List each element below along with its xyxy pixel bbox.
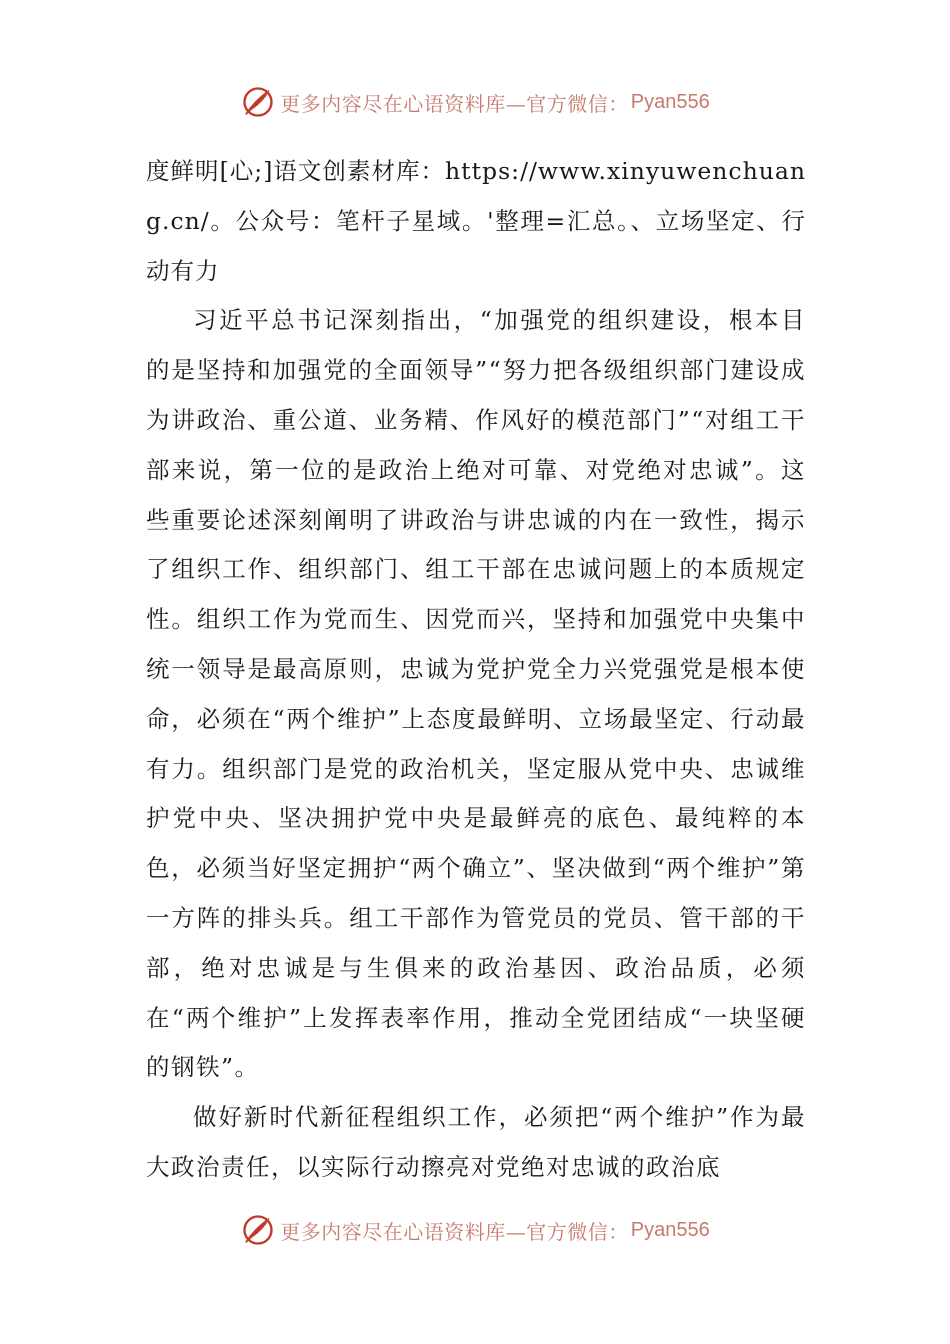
banner-text: 更多内容尽在心语资料库—官方微信： (280, 91, 629, 116)
header-banner (0, 80, 950, 124)
paragraph-3: 做好新时代新征程组织工作，必须把“两个维护”作为最大政治责任，以实际行动擦亮对党绝对忠诚的政治底 (146, 1103, 806, 1181)
quill-logo-icon (240, 84, 276, 120)
paragraph-1: 度鲜明[心;]语文创素材库：https://www.xinyuwenchuang.cn/。公众号：笔杆子星域。'整理=汇总。、立场坚定、行动有力 (146, 157, 806, 285)
document-body (146, 147, 806, 1193)
footer-banner (0, 1208, 950, 1252)
quill-logo-icon (240, 1212, 276, 1248)
banner-account: Pyan556 (630, 90, 710, 113)
banner-account: Pyan556 (630, 1218, 710, 1241)
paragraph-2: 习近平总书记深刻指出，“加强党的组织建设，根本目的是坚持和加强党的全面领导”“努力把各级组织部门建设成为讲政治、重公道、业务精、作风好的模范部门”“对组工干部来说，第一位的是政治上绝对可靠、对党绝对忠诚”。这些重要论述深刻阐明了讲政治与讲忠诚的内在一致性，揭示了组织工作、组织部门、组工干部在忠诚问题上的本质规定性。组织工作为党而生、因党而兴，坚持和加强党中央集中统一领导是最高原则，忠诚为党护党全力兴党强党是根本使命，必须在“两个维护”上态度最鲜明、立场最坚定、行动最有力。组织部门是党的政治机关，坚定服从党中央、忠诚维护党中央、坚决拥护党中央是最鲜亮的底色、最纯粹的本色，必须当好坚定拥护“两个确立”、坚决做到“两个维护”第一方阵的排头兵。组工干部作为管党员的党员、管干部的干部，绝对忠诚是与生俱来的政治基因、政治品质，必须在“两个维护”上发挥表率作用，推动全党团结成“一块坚硬的钢铁”。 (146, 306, 806, 1082)
banner-text: 更多内容尽在心语资料库—官方微信： (280, 1219, 629, 1244)
